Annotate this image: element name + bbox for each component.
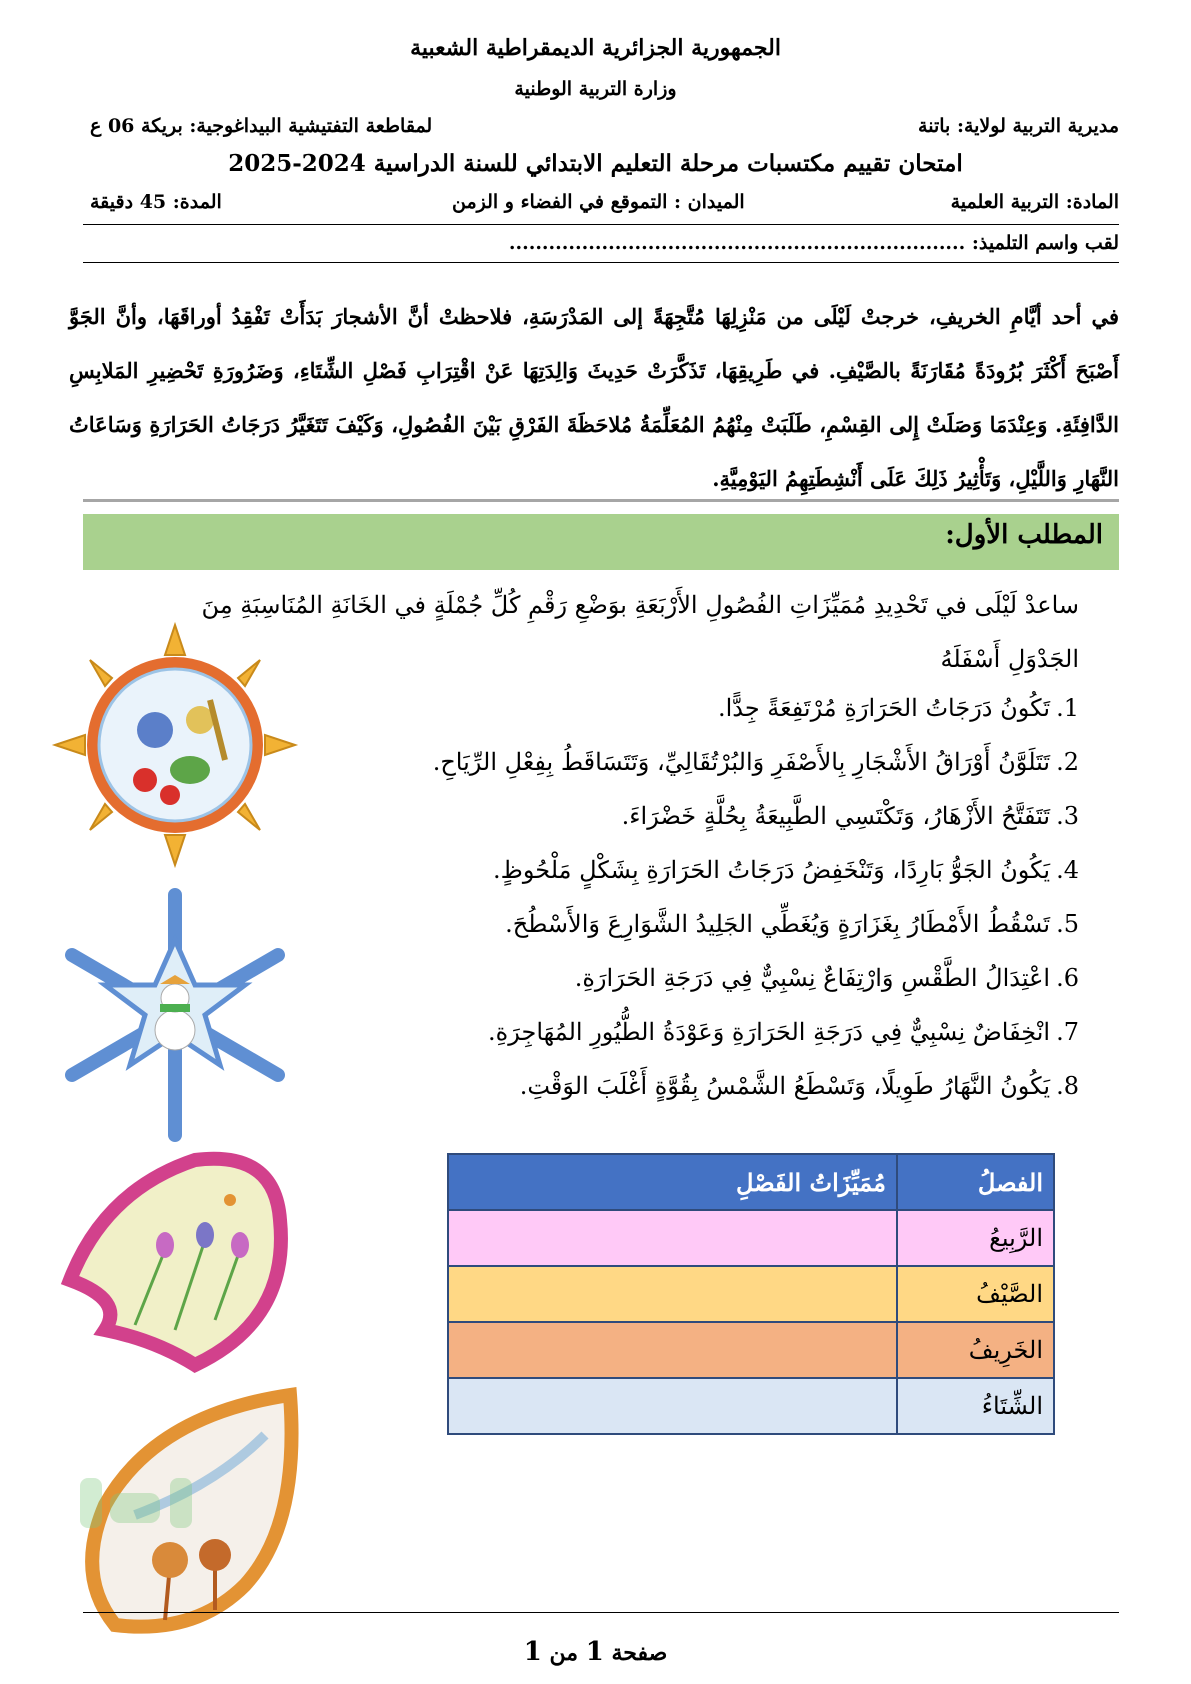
republic-title: الجمهورية الجزائرية الديمقراطية الشعبية [410, 35, 781, 61]
list-item: 4.يَكُونُ الجَوُّ بَارِدًا، وَتَنْخَفِضُ دَرَجَاتُ الحَرَارَةِ بِشَكْلٍ مَلْحُوظٍ. [493, 856, 1079, 884]
season-cell: الرَّبِيعُ [897, 1210, 1054, 1266]
spring-flower-sun-icon [50, 620, 300, 870]
list-item: 5.تَسْقُطُ الأَمْطَارُ بِغَزَارَةٍ وَيُغَطِّي الجَلِيدُ الشَّوَارِعَ وَالأَسْطُحَ. [505, 910, 1079, 938]
seasons-table [447, 1153, 1055, 1435]
ministry-title: وزارة التربية الوطنية [514, 78, 677, 100]
spring-tulip-icon [45, 1130, 295, 1380]
season-cell: الشِّتَاءُ [897, 1378, 1054, 1434]
footer-divider [83, 1612, 1119, 1613]
answer-cell-autumn[interactable] [448, 1322, 897, 1378]
domain-field: الميدان : التموقع في الفضاء و الزمن [452, 191, 745, 213]
statements-list [433, 681, 1079, 1113]
student-name-field[interactable]: لقب واسم التلميذ: ..................................................................... [508, 232, 1119, 254]
watermark-logo [70, 1468, 240, 1548]
name-divider [83, 262, 1119, 263]
answer-cell-winter[interactable] [448, 1378, 897, 1434]
header-season: الفصلُ [897, 1154, 1054, 1210]
answer-cell-spring[interactable] [448, 1210, 897, 1266]
section-title: المطلب الأول: [945, 520, 1103, 550]
table-header-row [448, 1154, 1054, 1210]
list-item: 8.يَكُونُ النَّهَارُ طَوِيلًا، وَتَسْطَعُ الشَّمْسُ بِقُوَّةٍ أَغْلَبَ الوَقْتِ. [519, 1072, 1079, 1100]
list-item: 7.انْخِفَاضٌ نِسْبِيٌّ فِي دَرَجَةِ الحَرَارَةِ وَعَوْدَةُ الطُّيُورِ المُهَاجِرَةِ. [488, 1018, 1079, 1046]
answer-cell-summer[interactable] [448, 1266, 897, 1322]
table-row [448, 1266, 1054, 1322]
exam-title: امتحان تقييم مكتسبات مرحلة التعليم الابتدائي للسنة الدراسية 2024-2025 [228, 150, 963, 177]
winter-snowflake-snowman-icon [50, 880, 300, 1150]
inspectorate: لمقاطعة التفتيشية البيداغوجية: بريكة 06 ع [90, 115, 433, 137]
list-item: 2.تَتَلَوَّنُ أَوْرَاقُ الأَشْجَارِ بِالأَصْفَرِ وَالبُرْتُقَالِيِّ، وَتَتَسَاقَطُ بِفِعْلِ الرِّيَاحِ. [432, 748, 1079, 776]
list-item: 3.تَتَفَتَّحُ الأَزْهَارُ، وَتَكْتَسِي الطَّبِيعَةُ بِحُلَّةٍ خَضْرَاءَ. [621, 802, 1079, 830]
page-number: صفحة 1 من 1 [523, 1637, 668, 1667]
duration: المدة: 45 دقيقة [90, 191, 222, 213]
list-item: 1.تَكُونُ دَرَجَاتُ الحَرَارَةِ مُرْتَفِعَةً جِدًّا. [717, 694, 1079, 722]
list-item: 6.اعْتِدَالُ الطَّقْسِ وَارْتِفَاعٌ نِسْبِيٌّ فِي دَرَجَةِ الحَرَارَةِ. [574, 964, 1079, 992]
section-divider [83, 499, 1119, 502]
reading-paragraph: في أحد أيَّامِ الخريفِ، خرجتْ لَيْلَى من مَنْزِلِهَا مُتَّجِهَةً إلى المَدْرَسَةِ، فلاحظتْ أنَّ الأشجارَ بَدَأَتْ تَفْقِدُ أوراقَهَا، وأنَّ الجَوَّ أَصْبَحَ أَكْثَرَ بُرُودَةً مُقَارَنَةً بالصَّيْفِ. في طَرِيقِهَا، تَذَكَّرَتْ حَدِيثَ وَالِدَتِهَا عَنْ اقْتِرَابِ فَصْلِ الشِّتَاءِ، وَضَرُورَةِ تَحْضِيرِ المَلابِسِ الدَّافِئَةِ. وَعِنْدَمَا وَصَلَتْ إِلى القِسْمِ، طَلَبَتْ مِنْهُمُ المُعَلِّمَةُ مُلاحَظَةَ الفَرْقِ بَيْنَ الفُصُولِ، وَكَيْفَ تَتَغَيَّرُ دَرَجَاتُ الحَرَارَةِ وَسَاعَاتُ النَّهَارِ وَاللَّيْلِ، وَتَأْثِيرُ ذَلِكَ عَلَى أَنْشِطَتِهِمُ اليَوْمِيَّةِ. [69, 304, 1119, 491]
instruction: ساعدْ لَيْلَى في تَحْدِيدِ مُمَيِّزَاتِ الفُصُولِ الأَرْبَعَةِ بوَضْعِ رَقْمِ كُلِّ جُمْلَةٍ في الخَانَةِ المُنَاسِبَةِ مِنَ الجَدْوَلِ أَسْفَلَهُ [201, 591, 1079, 673]
subject: المادة: التربية العلمية [950, 191, 1119, 213]
table-row [448, 1378, 1054, 1434]
season-cell: الصَّيْفُ [897, 1266, 1054, 1322]
table-row [448, 1322, 1054, 1378]
table-row [448, 1210, 1054, 1266]
header-features: مُمَيِّزَاتُ الفَصْلِ [448, 1154, 897, 1210]
season-cell: الخَرِيفُ [897, 1322, 1054, 1378]
directorate: مديرية التربية لولاية: باتنة [918, 115, 1119, 137]
header-divider [83, 224, 1119, 225]
